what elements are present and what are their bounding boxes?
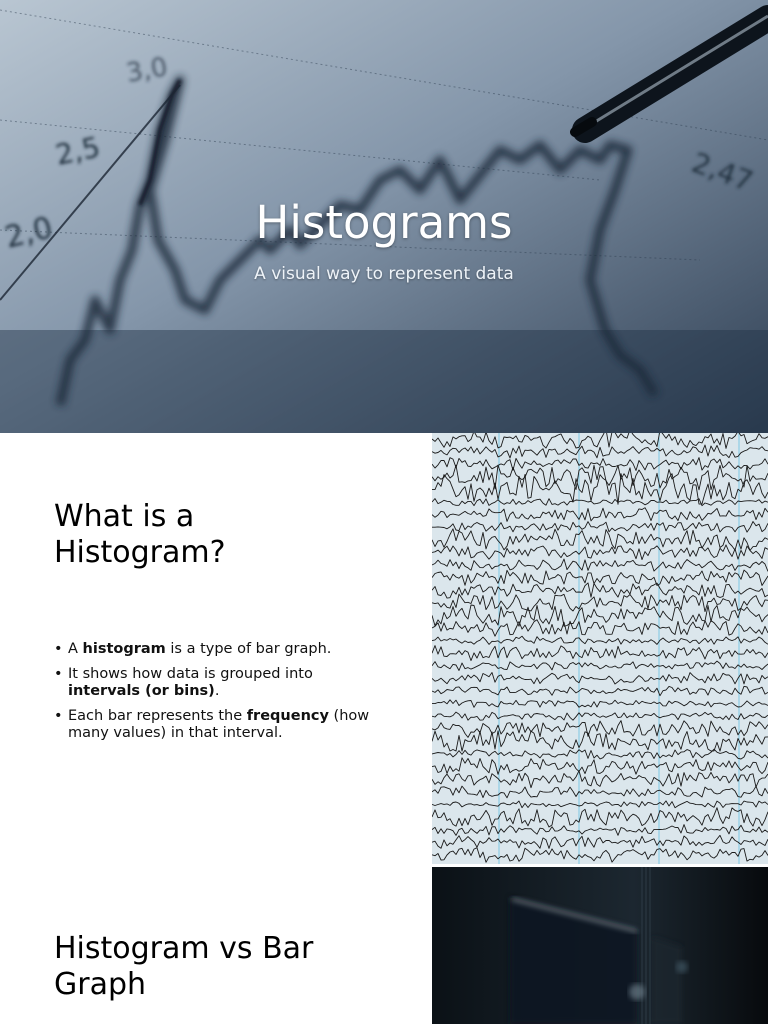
- bullet-dot-icon: •: [54, 707, 63, 724]
- waveform-trace: [432, 570, 768, 585]
- waveform-trace: [432, 749, 768, 759]
- axis-number-2-5: 2,5: [52, 130, 104, 172]
- presentation-subtitle: A visual way to represent data: [254, 264, 514, 284]
- axis-number-3-0: 3,0: [124, 52, 170, 89]
- waveform-trace: [432, 661, 768, 670]
- presentation-title: Histograms: [255, 196, 513, 249]
- waveform-trace: [432, 474, 768, 505]
- axis-number-2-47: 2,47: [687, 145, 758, 198]
- slide-title: Histogram vs Bar Graph: [54, 931, 314, 1002]
- waveform-trace: [432, 700, 768, 708]
- bullet-item: • It shows how data is grouped into intervals (or bins).: [54, 665, 313, 699]
- waveform-trace: [432, 848, 768, 863]
- waveform-trace: [432, 758, 768, 775]
- waveform-trace: [432, 583, 768, 598]
- waveform-trace: [432, 825, 768, 836]
- bullet-item: • Each bar represents the frequency (how many values) in that interval.: [54, 707, 370, 741]
- slide-title: What is a Histogram?: [54, 499, 226, 570]
- waveform-trace: [432, 545, 768, 560]
- waveform-trace: [432, 465, 768, 490]
- waveform-trace: [432, 508, 768, 522]
- bullet-dot-icon: •: [54, 641, 63, 657]
- waveform-trace: [432, 445, 768, 458]
- bullet-item: • A histogram is a type of bar graph.: [54, 641, 332, 657]
- waveform-trace: [432, 605, 768, 626]
- waveform-trace: [432, 835, 768, 848]
- waveform-trace: [432, 673, 768, 685]
- waveform-trace: [432, 636, 768, 644]
- title-slide: [0, 0, 768, 433]
- waveform-trace: [432, 786, 768, 798]
- waveform-trace: [432, 801, 768, 808]
- waveform-trace: [432, 499, 768, 506]
- waveform-trace: [432, 559, 768, 571]
- abstract-dark-image: [432, 867, 768, 1024]
- waveform-trace: [432, 731, 768, 751]
- axis-number-2-0: 2,0: [1, 210, 57, 256]
- bullet-list: [54, 641, 384, 750]
- waveform-trace: [432, 808, 768, 827]
- waveform-trace: [432, 646, 768, 661]
- bullet-dot-icon: •: [54, 665, 63, 682]
- definition-slide: [0, 433, 768, 864]
- waveform-trace: [432, 529, 768, 551]
- waveform-trace: [432, 522, 768, 533]
- comparison-slide: [0, 864, 768, 1024]
- waveform-trace: [432, 712, 768, 720]
- waveform-trace: [432, 686, 768, 695]
- eeg-waveform-image: [432, 433, 768, 864]
